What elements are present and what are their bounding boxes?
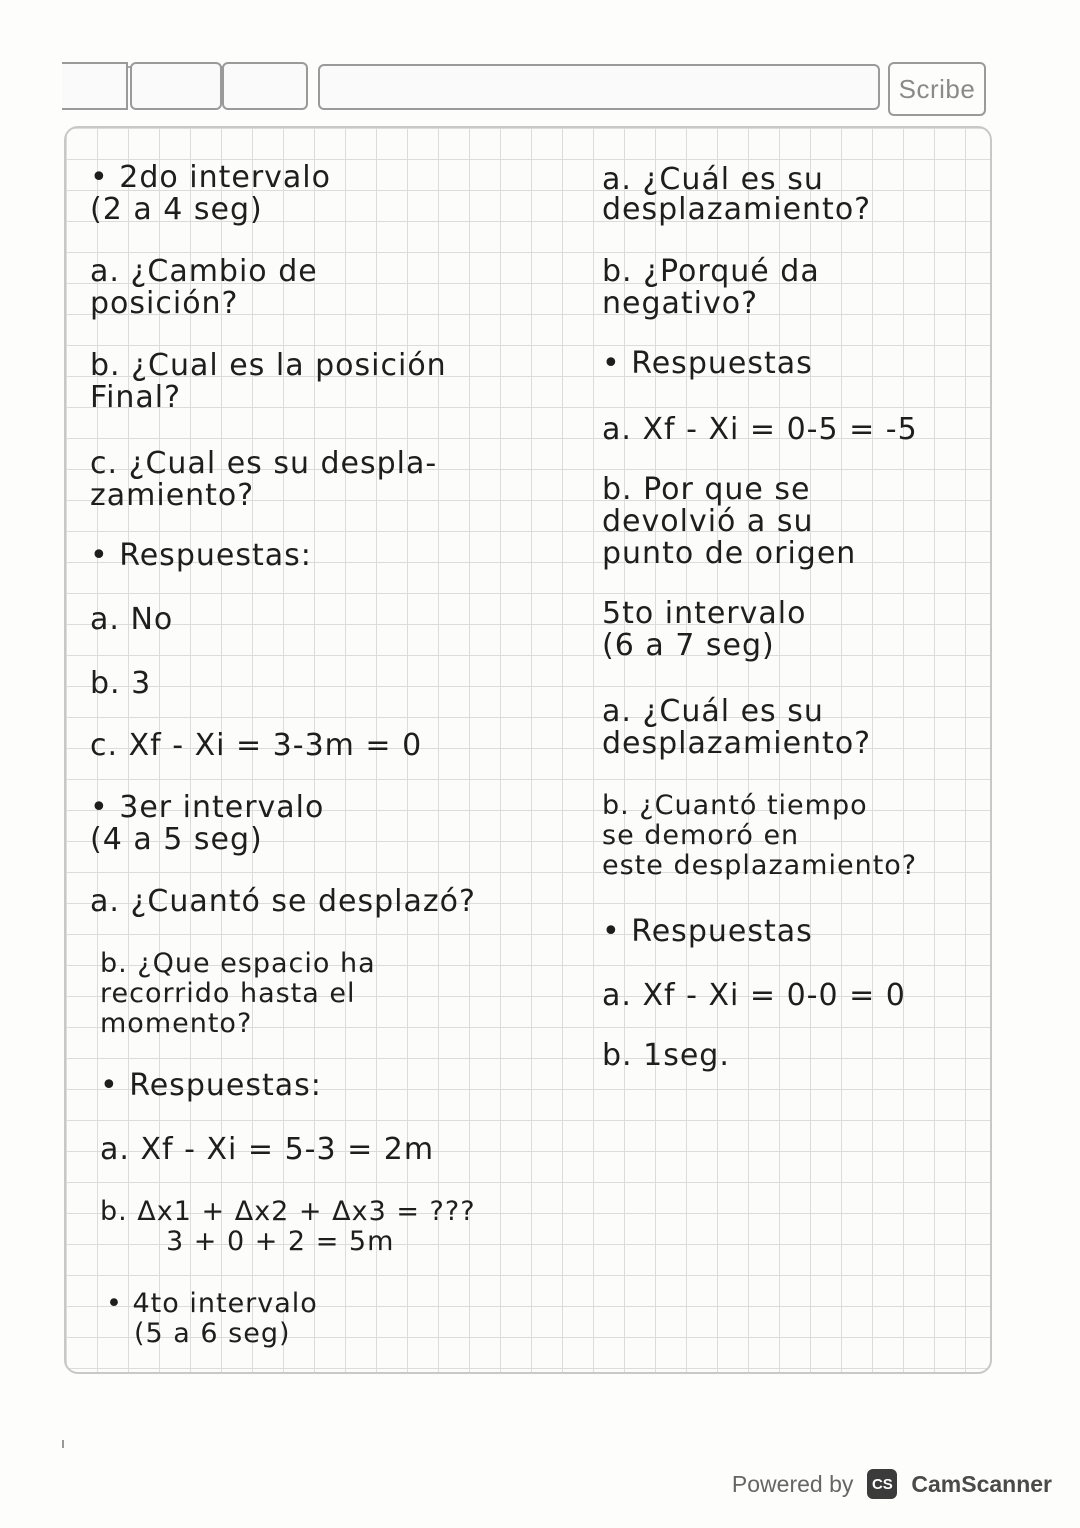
left-line-13: • 3er intervalo — [90, 790, 325, 825]
right-line-3: b. ¿Porqué da — [602, 254, 820, 289]
left-line-1: • 2do intervalo — [90, 160, 331, 195]
right-line-19: b. 1seg. — [602, 1038, 730, 1073]
header-box-1 — [62, 62, 128, 110]
left-line-7: c. ¿Cual es su despla- — [90, 446, 438, 481]
left-line-5: b. ¿Cual es la posición — [90, 348, 447, 383]
left-line-11: b. 3 — [90, 666, 152, 701]
left-line-24: (5 a 6 seg) — [134, 1318, 291, 1349]
left-line-15: a. ¿Cuantó se desplazó? — [90, 884, 476, 919]
camscanner-logo-icon: CS — [867, 1469, 897, 1499]
left-line-3: a. ¿Cambio de — [90, 254, 318, 289]
scan-artifact — [62, 1440, 64, 1448]
right-line-15: se demoró en — [602, 820, 800, 851]
left-line-2: (2 a 4 seg) — [90, 192, 263, 227]
powered-by-label: Powered by — [731, 1470, 854, 1497]
right-line-18: a. Xf - Xi = 0-0 = 0 — [602, 978, 906, 1013]
header-title-box — [318, 64, 880, 110]
right-line-9: punto de origen — [602, 536, 857, 571]
right-line-8: devolvió a su — [602, 504, 814, 539]
left-line-16: b. ¿Que espacio ha — [100, 948, 376, 979]
page-header — [0, 0, 1080, 130]
left-line-9: • Respuestas: — [90, 538, 312, 573]
right-line-10: 5to intervalo — [602, 596, 807, 631]
left-line-21: b. Δx1 + Δx2 + Δx3 = ??? — [100, 1196, 476, 1227]
left-line-17: recorrido hasta el — [100, 978, 356, 1009]
grid-sheet — [64, 126, 992, 1374]
right-line-2: desplazamiento? — [602, 192, 872, 227]
left-line-12: c. Xf - Xi = 3-3m = 0 — [90, 728, 423, 763]
left-line-6: Final? — [90, 380, 182, 415]
right-line-17: • Respuestas — [602, 914, 813, 949]
header-box-3 — [222, 62, 308, 110]
left-line-10: a. No — [90, 602, 174, 637]
left-line-20: a. Xf - Xi = 5-3 = 2m — [100, 1132, 435, 1167]
right-line-7: b. Por que se — [602, 472, 811, 507]
left-line-14: (4 a 5 seg) — [90, 822, 263, 857]
camscanner-footer — [732, 1462, 1052, 1506]
left-line-4: posición? — [90, 286, 239, 321]
right-line-13: desplazamiento? — [602, 726, 872, 761]
right-line-1: a. ¿Cuál es su — [602, 162, 824, 197]
right-line-12: a. ¿Cuál es su — [602, 694, 824, 729]
right-line-16: este desplazamiento? — [602, 850, 918, 881]
header-box-2 — [130, 62, 222, 110]
left-line-22: 3 + 0 + 2 = 5m — [166, 1226, 395, 1257]
right-line-5: • Respuestas — [602, 346, 813, 381]
right-line-4: negativo? — [602, 286, 759, 321]
right-line-14: b. ¿Cuantó tiempo — [602, 790, 868, 821]
right-line-11: (6 a 7 seg) — [602, 628, 775, 663]
left-line-18: momento? — [100, 1008, 253, 1039]
right-line-6: a. Xf - Xi = 0-5 = -5 — [602, 412, 918, 447]
left-line-8: zamiento? — [90, 478, 255, 513]
scribe-brand-logo: Scribe — [888, 62, 986, 116]
camscanner-app-name: CamScanner — [911, 1470, 1052, 1497]
left-line-23: • 4to intervalo — [106, 1288, 318, 1319]
left-line-19: • Respuestas: — [100, 1068, 322, 1103]
